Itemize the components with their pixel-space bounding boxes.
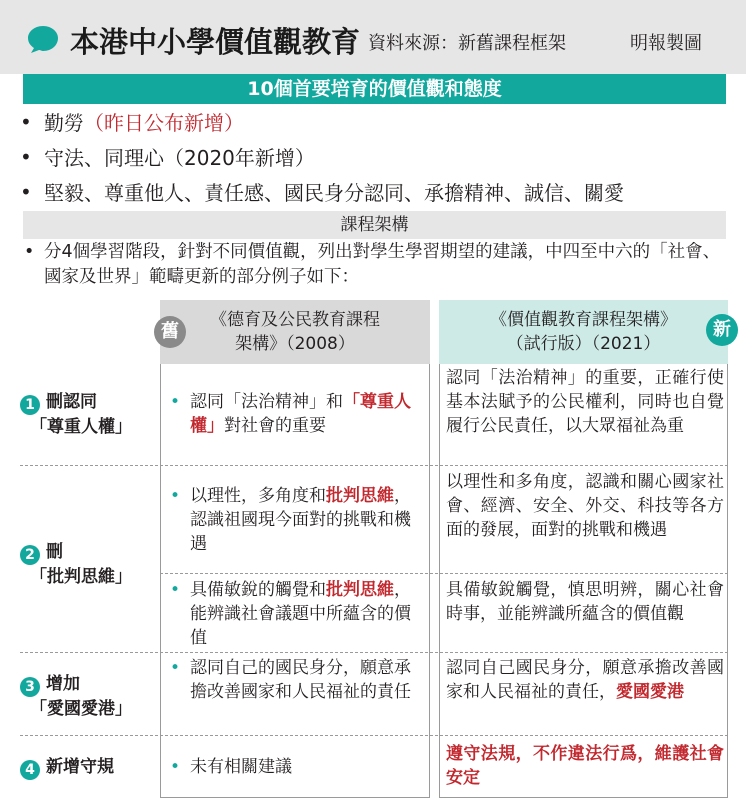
row-divider: [20, 652, 728, 653]
values-list: [20, 104, 740, 209]
new-badge-icon: 新: [706, 314, 738, 346]
list-item: • 守法、同理心（2020年新增）: [20, 144, 315, 170]
new-cell: 遵守法規，不作違法行爲，維護社會安定: [446, 744, 724, 788]
page-title: 本港中小學價值觀教育: [70, 25, 361, 59]
new-cell: 具備敏銳觸覺，慎思明辨，關心社會時事，並能辨識所蘊含的價值觀: [446, 580, 724, 624]
old-cell: • 認同「法治精神」和「尊重人權」對社會的重要: [170, 392, 411, 436]
new-cell: 認同自己國民身分，願意承擔改善國家和人民福祉的責任，愛國愛港: [446, 658, 724, 702]
row-divider: [20, 735, 728, 736]
old-cell: • 認同自己的國民身分，願意承擔改善國家和人民福祉的責任: [170, 658, 411, 702]
list-item: • 勤勞 （昨日公布新增）: [20, 109, 244, 135]
credit-note: 明報製圖: [630, 33, 702, 54]
row-divider: [160, 573, 728, 574]
row-label-1: 1 刪認同 「尊重人權」: [20, 390, 132, 439]
row-label-3: 3 增加 「愛國愛港」: [20, 672, 132, 721]
new-cell: 以理性和多角度，認識和關心國家社會、經濟、安全、外交、科技等各方面的發展，面對的挑戰和機遇: [446, 472, 724, 540]
row-label-2: 2 刪 「批判思維」: [20, 540, 132, 589]
row-divider: [20, 465, 728, 466]
new-column-header: 《價值觀教育課程架構》 （試行版）（2021）: [439, 300, 728, 364]
old-badge-icon: 舊: [154, 316, 186, 348]
old-column-header: 《德育及公民教育課程 架構》（2008）: [160, 300, 430, 364]
new-cell: 認同「法治精神」的重要，正確行使基本法賦予的公民權利，同時也自覺履行公民責任，以大眾福祉為重: [446, 368, 724, 436]
header-bar: [0, 0, 746, 74]
speech-bubble-icon: [26, 24, 60, 54]
old-cell: • 具備敏銳的觸覺和批判思維，能辨識社會議題中所蘊含的價值: [170, 580, 411, 648]
source-note: 資料來源：新舊課程框架: [368, 33, 566, 54]
list-item: • 堅毅、尊重他人、責任感、國民身分認同、承擔精神、誠信、關愛: [20, 179, 624, 205]
old-cell: • 未有相關建議: [170, 757, 292, 777]
old-cell: • 以理性，多角度和批判思維，認識祖國現今面對的挑戰和機遇: [170, 486, 411, 554]
intro-text: • 分4個學習階段，針對不同價值觀，列出對學生學習期望的建議，中四至中六的「社會、國家及世界」範疇更新的部分例子如下：: [24, 242, 721, 287]
values-banner: 10個首要培育的價值觀和態度: [23, 74, 726, 104]
row-label-4: 4 新增守規: [20, 755, 114, 780]
framework-banner: 課程架構: [23, 211, 726, 239]
